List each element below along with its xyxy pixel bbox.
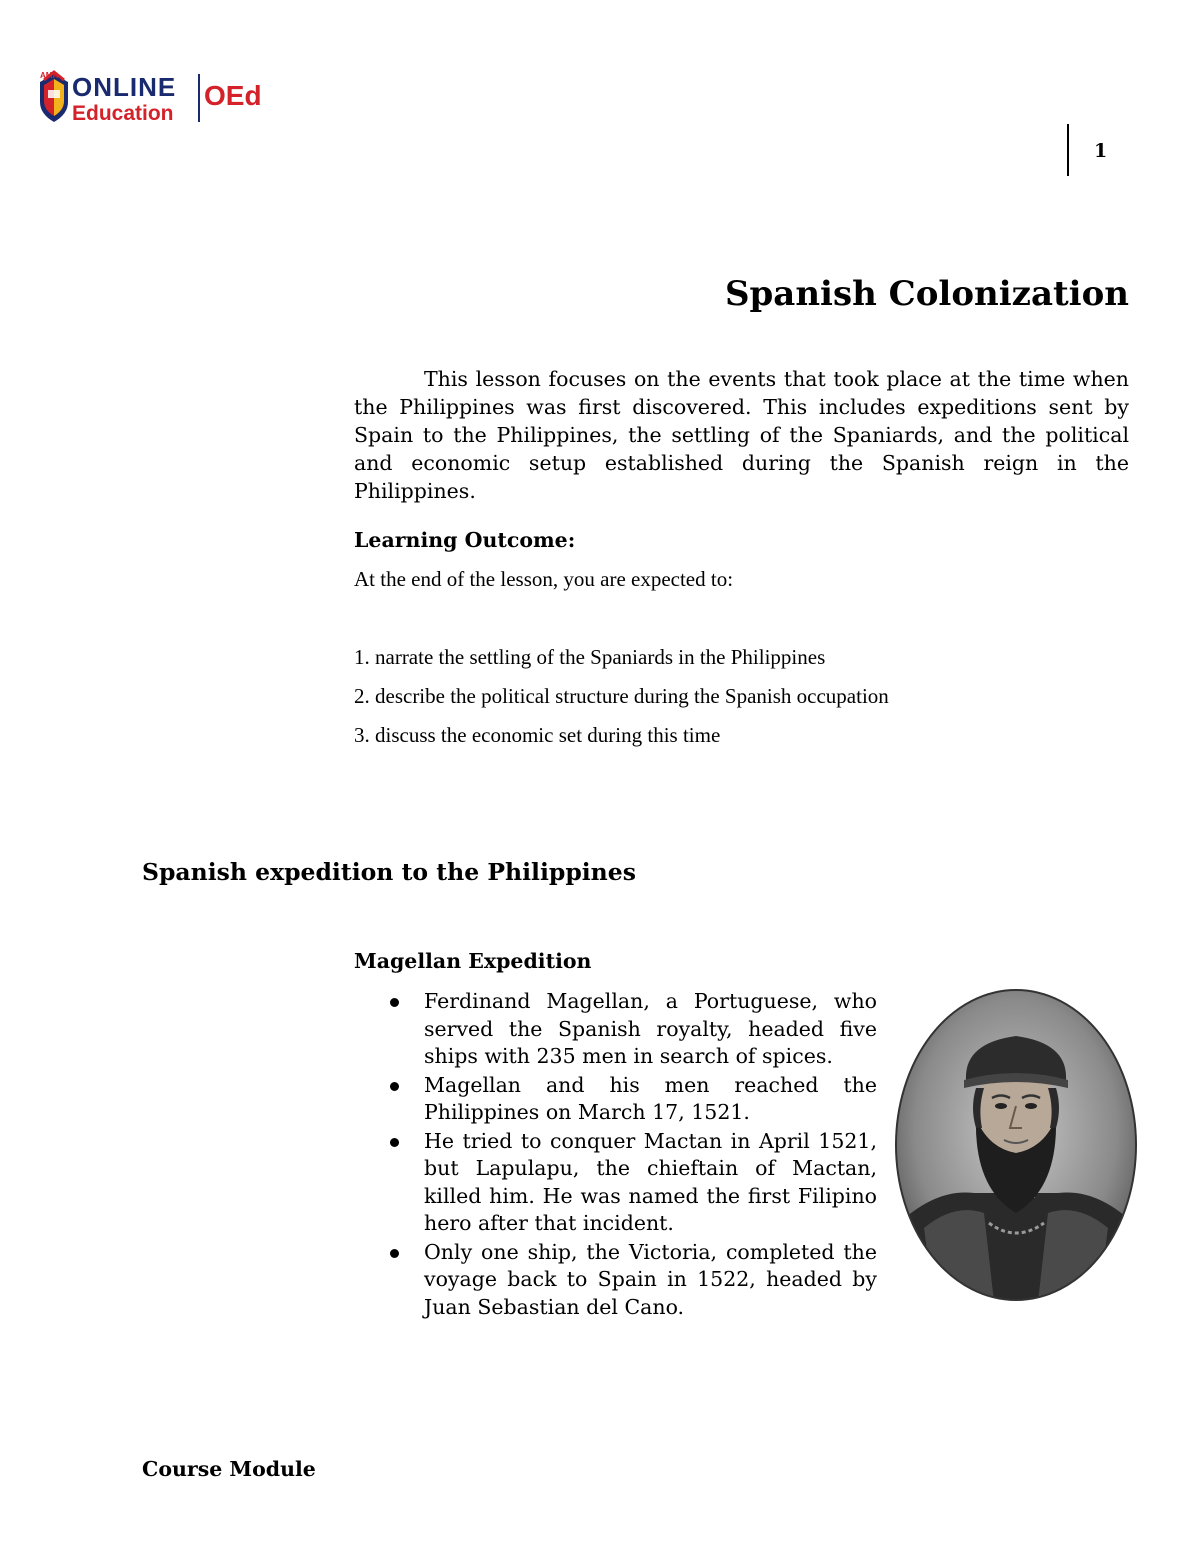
magellan-portrait xyxy=(894,988,1138,1302)
section-heading: Spanish expedition to the Philippines xyxy=(142,858,636,886)
learning-outcome-list xyxy=(354,645,889,762)
bullet-icon xyxy=(390,1082,399,1091)
learning-outcome-lead: At the end of the lesson, you are expected to: xyxy=(354,567,734,591)
online-education-logo xyxy=(38,68,278,128)
page-number: 1 xyxy=(1094,140,1108,162)
learning-outcome-item: 3. discuss the economic set during this time xyxy=(354,723,721,747)
list-item: Magellan and his men reached the Philippines on March 17, 1521. xyxy=(390,1072,877,1127)
brand-short-text: OEd xyxy=(204,80,262,111)
list-item: Ferdinand Magellan, a Portuguese, who served the Spanish royalty, headed five ships with 235 men in search of spices. xyxy=(390,988,877,1071)
intro-paragraph: This lesson focuses on the events that took place at the time when the Philippines was first discovered. This includes expeditions sent by Spain to the Philippines, the settling of the Spaniards, and the political and economic setup established during the Spanish reign in the Philippines. xyxy=(354,367,1129,503)
bullet-icon xyxy=(390,1249,399,1258)
svg-text:AMA: AMA xyxy=(40,71,59,80)
magellan-bullet-list xyxy=(390,988,877,1322)
learning-outcome-heading: Learning Outcome: xyxy=(354,528,576,552)
learning-outcome-item: 2. describe the political structure during the Spanish occupation xyxy=(354,684,889,708)
brand-bottom-text: Education xyxy=(72,102,174,125)
learning-outcome-item: 1. narrate the settling of the Spaniards in the Philippines xyxy=(354,645,826,669)
brand-top-text: ONLINE xyxy=(72,72,177,102)
footer-label: Course Module xyxy=(142,1457,316,1481)
subsection-heading: Magellan Expedition xyxy=(354,949,592,973)
list-item: Only one ship, the Victoria, completed the voyage back to Spain in 1522, headed by Juan Sebastian del Cano. xyxy=(390,1239,877,1322)
bullet-icon xyxy=(390,1138,399,1147)
header-divider xyxy=(1067,124,1069,176)
list-item: He tried to conquer Mactan in April 1521, but Lapulapu, the chieftain of Mactan, killed him. He was named the first Filipino hero after that incident. xyxy=(390,1128,877,1238)
page-title: Spanish Colonization xyxy=(724,274,1129,314)
bullet-icon xyxy=(390,998,399,1007)
